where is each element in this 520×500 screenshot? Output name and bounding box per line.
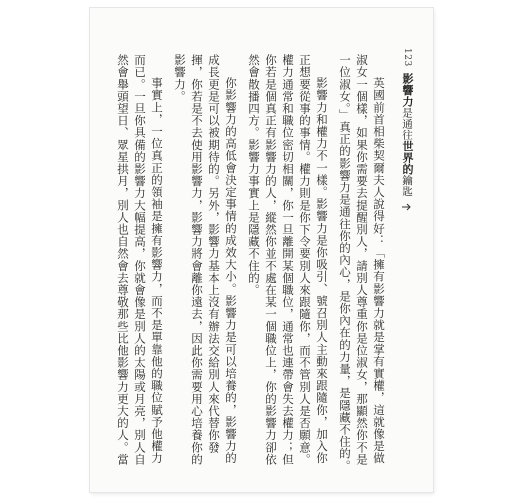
body-text xyxy=(116,54,387,474)
running-title-book: 影響力 xyxy=(401,72,414,108)
paragraph-2: 影響力和權力不一樣。影響力是你吸引、號召別人主動來跟隨你，加入你正想要從事的事情。權力則是你下令要別人來跟隨你，而不管別人是否願意。權力通常和職位密切相關，你一旦離開某個職位，通常也連帶會失去權力；但你若是個真正有影響力的人，縱然你並不處在某一個職位上，你的影響力卻依然會散播四方。影響力事實上是隱藏不住的。 xyxy=(247,54,329,466)
running-title xyxy=(399,73,415,197)
arrow-icon xyxy=(402,203,412,211)
running-head xyxy=(399,48,415,211)
paragraph-4: 事實上，一位真正的領袖是擁有影響力，而不是單靠他的職位賦予他權力而已。一旦你具備的影響力大幅提高，你就會像是別人的太陽或月亮，別人自然會舉頭望日、眾星拱月，別人也自然會去尊敬那些比他影響力更大的人。當 xyxy=(116,54,164,466)
book-page xyxy=(90,8,433,492)
paragraph-1: 英國前首相柴契爾夫人說得好：「擁有影響力就是掌有實權，這就像是做淑女一個樣，如果你需要去提醒別人，請別人尊重你是位淑女，那顯然你不是一位淑女。」真正的影響力是通往你的內心，是你內在的力量，是隱藏不住的。 xyxy=(338,54,386,472)
running-title-suffix: 是通往 xyxy=(401,107,413,141)
running-title-end: 鑰匙 xyxy=(401,174,413,197)
arrow-icon-svg xyxy=(402,203,412,211)
page-number: 123 xyxy=(402,48,412,67)
running-title-emphasis: 世界的 xyxy=(401,140,414,175)
paragraph-3: 你影響力的高低會決定事情的成效大小。影響力是可以培養的，影響力的成長更是可以被期待的。另外，影響力基本上沒有辦法交給別人來代替你發揮，你若是不去使用影響力，影響力將會離你遠去，因此你需要用心培養你的影響力。 xyxy=(173,54,238,466)
